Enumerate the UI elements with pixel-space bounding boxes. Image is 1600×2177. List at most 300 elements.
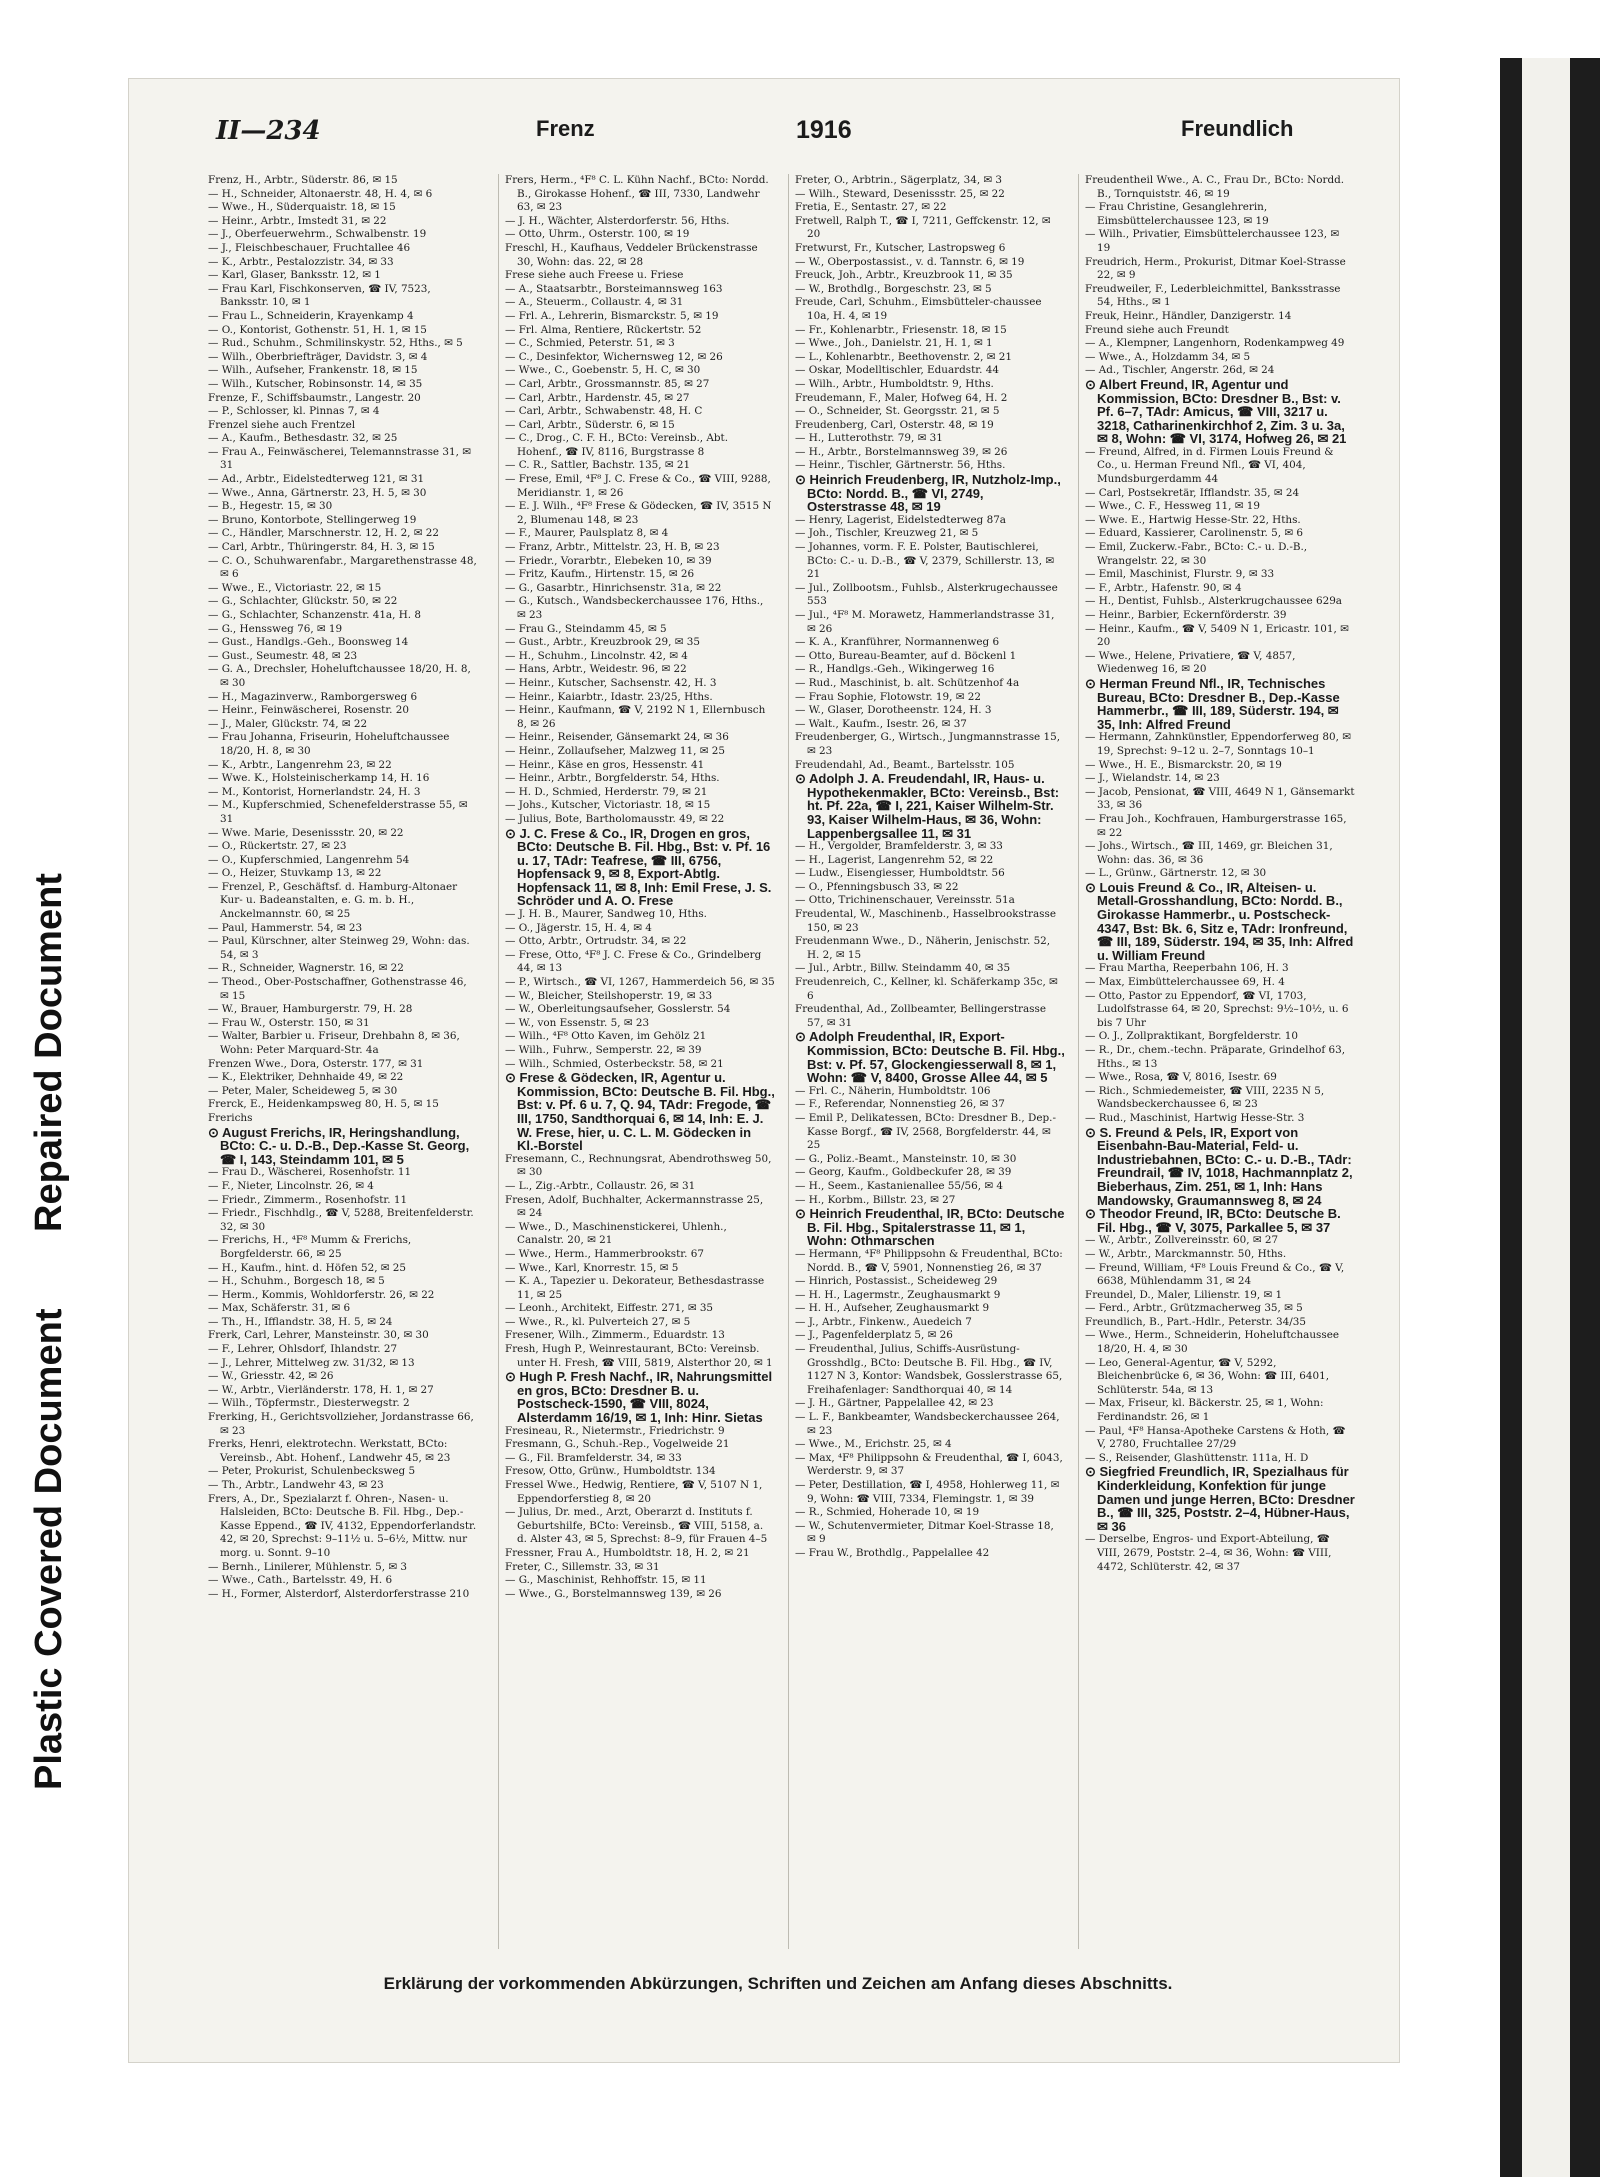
directory-entry: Fresen, Adolf, Buchhalter, Ackermannstrasse 25, ✉ 24 bbox=[505, 1193, 764, 1220]
directory-entry: — Th., Arbtr., Landwehr 43, ✉ 23 bbox=[208, 1479, 384, 1491]
directory-entry: — Oskar, Modelltischler, Eduardstr. 44 bbox=[795, 364, 999, 377]
directory-entry: — O., Schneider, St. Georgsstr. 21, ✉ 5 bbox=[795, 405, 1000, 418]
directory-entry: ⊙ J. C. Frese & Co., IR, Drogen en gros, BCto: Deutsche B. Fil. Hbg., Bst: v. Pf. 16 u. 17, TAdr: Teafrese, ☎ III, 6756, Hopfensack 9, ✉ 8, Export-Abtlg. Hopfensack 11, ✉ 8, Inh: Emil Frese, J. S. Schröder und A. O. Frese bbox=[505, 825, 772, 909]
directory-entry: — J., Oberfeuerwehrm., Schwalbenstr. 19 bbox=[208, 228, 427, 241]
directory-entry: — G. A., Drechsler, Hoheluftchaussee 18/20, H. 8, ✉ 30 bbox=[208, 663, 471, 689]
directory-entry: — Walt., Kaufm., Isestr. 26, ✉ 37 bbox=[795, 717, 967, 730]
directory-entry: — Wilh., Fuhrw., Semperstr. 22, ✉ 39 bbox=[505, 1044, 702, 1056]
directory-entry: Fressel Wwe., Hedwig, Rentiere, ☎ V, 5107 N 1, Eppendorferstieg 8, ✉ 20 bbox=[505, 1479, 763, 1505]
directory-entry: — Freudenthal, Julius, Schiffs-Ausrüstung-Grosshdlg., BCto: Deutsche B. Fil. Hbg., ☎ IV, 1127 N 3, Kontor: Wandsbek, Gosslerstrasse 65, Freihafenlager: Sandthorquai 40, ✉ 14 bbox=[795, 1343, 1063, 1396]
directory-entry: — Wwe., M., Erichstr. 25, ✉ 4 bbox=[795, 1438, 952, 1451]
directory-entry: ⊙ Adolph J. A. Freudendahl, IR, Haus- u. Hypothekenmakler, BCto: Vereinsb., Bst: ht. Pf. 22a, ☎ I, 221, Kaiser Wilhelm-Str. 93, Kaiser Wilhelm-Haus, ✉ 36, Wohn: Lappenbergsallee 11, ✉ 31 bbox=[795, 771, 1060, 841]
directory-entry: Freudweiler, F., Lederbleichmittel, Banksstrasse 54, Hths., ✉ 1 bbox=[1085, 282, 1341, 309]
directory-entry: Frese siehe auch Freese u. Friese bbox=[505, 269, 684, 282]
directory-entry: — Rich., Schmiedemeister, ☎ VIII, 2235 N 5, Wandsbeckerchaussee 6, ✉ 23 bbox=[1085, 1084, 1325, 1111]
directory-entry: — Frau Christine, Gesanglehrerin, Eimsbüttelerchaussee 123, ✉ 19 bbox=[1085, 201, 1269, 227]
directory-entry: — W., Schutenvermieter, Ditmar Koel-Strasse 18, ✉ 9 bbox=[795, 1519, 1054, 1546]
directory-entry: Freund siehe auch Freundt bbox=[1085, 323, 1229, 336]
directory-entry: — Otto, Trichinenschauer, Vereinsstr. 51a bbox=[795, 894, 1015, 907]
directory-entry: — Wwe., Rosa, ☎ V, 8016, Isestr. 69 bbox=[1085, 1071, 1277, 1084]
directory-entry: — Wwe. Marie, Desenissstr. 20, ✉ 22 bbox=[208, 826, 404, 839]
directory-entry: — Friedr., Vorarbtr., Elebeken 10, ✉ 39 bbox=[505, 554, 712, 567]
directory-entry: — O., Rückertstr. 27, ✉ 23 bbox=[208, 840, 347, 853]
directory-entry: Freudendahl, Ad., Beamt., Bartelsstr. 105 bbox=[795, 758, 1015, 771]
directory-entry: — G., Schlachter, Glückstr. 50, ✉ 22 bbox=[208, 595, 398, 608]
directory-entry: — Heinr., Kaufm., ☎ V, 5409 N 1, Ericastr. 101, ✉ 20 bbox=[1085, 622, 1349, 649]
directory-entry: — O., Pfenningsbusch 33, ✉ 22 bbox=[795, 880, 959, 893]
directory-entry: — H., Magazinverw., Ramborgersweg 6 bbox=[208, 690, 418, 703]
directory-entry: ⊙ Frese & Gödecken, IR, Agentur u. Kommission, BCto: Deutsche B. Fil. Hbg., Bst: v. Pf. 6 u. 7, Q. 94, TAdr: Fregode, ☎ III, 1750, Sandthorquai 6, ✉ 14, Inh: E. J. W. Frese, hier, u. C. L. M. Gödecken in Kl.-Borstel bbox=[505, 1070, 775, 1154]
directory-entry: Freude, Carl, Schuhm., Eimsbütteler-chaussee 10a, H. 4, ✉ 19 bbox=[795, 296, 1042, 322]
directory-entry: — Wwe., R., kl. Pulverteich 27, ✉ 5 bbox=[505, 1315, 691, 1328]
directory-entry: — Carl, Arbtr., Schwabenstr. 48, H. C bbox=[505, 405, 703, 418]
header-year: 1916 bbox=[796, 116, 852, 144]
directory-entry: Freudenberg, Carl, Osterstr. 48, ✉ 19 bbox=[795, 418, 994, 431]
directory-entry: — C. R., Sattler, Bachstr. 135, ✉ 21 bbox=[505, 459, 691, 472]
directory-entry: — Carl, Arbtr., Grossmannstr. 85, ✉ 27 bbox=[505, 377, 710, 390]
directory-entry: — H., Dentist, Fuhlsb., Alsterkrugchaussee 629a bbox=[1085, 595, 1343, 608]
directory-entry: — A., Kaufm., Bethesdastr. 32, ✉ 25 bbox=[208, 432, 398, 445]
directory-entry: — C., Schmied, Peterstr. 51, ✉ 3 bbox=[505, 337, 675, 350]
directory-entry: — P., Wirtsch., ☎ VI, 1267, Hammerdeich 56, ✉ 35 bbox=[505, 976, 775, 989]
directory-entry: — O., Kupferschmied, Langenrehm 54 bbox=[208, 853, 410, 866]
directory-entry: — Wwe., Anna, Gärtnerstr. 23, H. 5, ✉ 30 bbox=[208, 486, 427, 499]
directory-entry: — G., Kutsch., Wandsbeckerchaussee 176, Hths., ✉ 23 bbox=[505, 595, 764, 621]
directory-entry: Freundlich, B., Part.-Hdlr., Peterstr. 34/35 bbox=[1085, 1315, 1306, 1328]
directory-entry: — Wilh., Töpfermstr., Diesterwegstr. 2 bbox=[208, 1397, 410, 1410]
directory-entry: — Frl. C., Näherin, Humboldtstr. 106 bbox=[795, 1084, 991, 1097]
directory-entry: — H., Former, Alsterdorf, Alsterdorferstrasse 210 bbox=[208, 1587, 470, 1600]
directory-entry: — O., Kontorist, Gothenstr. 51, H. 1, ✉ 15 bbox=[208, 323, 427, 336]
column-4 bbox=[1078, 174, 1355, 1949]
directory-entry: ⊙ Heinrich Freudenberg, IR, Nutzholz-Imp., BCto: Nordd. B., ☎ VI, 2749, Osterstrasse 48, ✉ 19 bbox=[795, 472, 1061, 515]
directory-entry: — Heinr., Arbtr., Imstedt 31, ✉ 22 bbox=[208, 214, 387, 227]
directory-entry: — Max, Friseur, kl. Bäckerstr. 25, ✉ 1, Wohn: Ferdinandstr. 26, ✉ 1 bbox=[1085, 1397, 1324, 1424]
directory-entry: Freudenberger, G., Wirtsch., Jungmannstrasse 15, ✉ 23 bbox=[795, 731, 1061, 757]
directory-entry: Freudemann, F., Maler, Hofweg 64, H. 2 bbox=[795, 391, 1008, 404]
directory-entry: — Ad., Tischler, Angerstr. 26d, ✉ 24 bbox=[1085, 364, 1275, 377]
directory-entry: — J. H., Gärtner, Pappelallee 42, ✉ 23 bbox=[795, 1397, 994, 1410]
directory-entry: — Frau L., Schneiderin, Krayenkamp 4 bbox=[208, 309, 414, 322]
directory-entry: — Wwe., Cath., Bartelsstr. 49, H. 6 bbox=[208, 1574, 393, 1587]
directory-entry: — A., Staatsarbtr., Borsteimannsweg 163 bbox=[505, 282, 723, 295]
directory-entry: — Wwe., D., Maschinenstickerei, Uhlenh., Canalstr. 20, ✉ 21 bbox=[505, 1220, 727, 1247]
directory-entry: ⊙ S. Freund & Pels, IR, Export von Eisenbahn-Bau-Material, Feld- u. Industriebahnen, BCto: C.- u. D.-B., TAdr: Freundrail, ☎ IV, 1018, Hachmannplatz 2, Bieberhaus, Zim. 251, ✉ 1, Inh: Hans Mandowsky, Graumannsweg 8, ✉ 24 bbox=[1085, 1124, 1353, 1208]
directory-entry: — Heinr., Zollaufseher, Malzweg 11, ✉ 25 bbox=[505, 744, 725, 757]
directory-entry: — Theod., Ober-Postschaffner, Gothenstrasse 46, ✉ 15 bbox=[208, 976, 467, 1002]
directory-entry: Fresow, Otto, Grünw., Humboldtstr. 134 bbox=[505, 1465, 716, 1478]
directory-entry: — Carl, Postsekretär, Ifflandstr. 35, ✉ 24 bbox=[1085, 486, 1300, 499]
directory-entry: — Wwe., Helene, Privatiere, ☎ V, 4857, Wiedenweg 16, ✉ 20 bbox=[1085, 649, 1296, 676]
directory-entry: — F., Arbtr., Hafenstr. 90, ✉ 4 bbox=[1085, 581, 1242, 594]
directory-entry: — Max, Schäferstr. 31, ✉ 6 bbox=[208, 1302, 351, 1315]
directory-entry: — K. A., Kranführer, Normannenweg 6 bbox=[795, 636, 1000, 649]
directory-entry: Fresemann, C., Rechnungsrat, Abendrothsweg 50, ✉ 30 bbox=[505, 1152, 772, 1179]
directory-entry: ⊙ Theodor Freund, IR, BCto: Deutsche B. Fil. Hbg., ☎ V, 3075, Parkallee 5, ✉ 37 bbox=[1085, 1206, 1341, 1235]
directory-entry: — Wwe., Herm., Schneiderin, Hoheluftchaussee 18/20, H. 4, ✉ 30 bbox=[1085, 1329, 1340, 1356]
directory-entry: — Bruno, Kontorbote, Stellingerweg 19 bbox=[208, 513, 417, 526]
directory-entry: — J., Wielandstr. 14, ✉ 23 bbox=[1085, 772, 1220, 785]
directory-entry: Frerks, Henri, elektrotechn. Werkstatt, BCto: Vereinsb., Abt. Hohenf., Landwehr 45, ✉ 23 bbox=[208, 1438, 451, 1464]
directory-entry: — L., Zig.-Arbtr., Collaustr. 26, ✉ 31 bbox=[505, 1179, 696, 1192]
directory-entry: — H., Seem., Kastanienallee 55/56, ✉ 4 bbox=[795, 1179, 1003, 1192]
directory-entry: — R., Dr., chem.-techn. Präparate, Grindelhof 63, Hths., ✉ 13 bbox=[1085, 1044, 1346, 1070]
directory-entry: — Herm., Kommis, Wohldorferstr. 26, ✉ 22 bbox=[208, 1288, 435, 1301]
directory-entry: — W., Oberpostassist., v. d. Tannstr. 6, ✉ 19 bbox=[795, 255, 1025, 268]
directory-entry: — Gust., Arbtr., Kreuzbrook 29, ✉ 35 bbox=[505, 636, 700, 649]
directory-entry: — Heinr., Arbtr., Borgfelderstr. 54, Hths. bbox=[505, 772, 720, 785]
directory-entry: — H., Korbm., Billstr. 23, ✉ 27 bbox=[795, 1193, 956, 1206]
directory-entry: — W., Griesstr. 42, ✉ 26 bbox=[208, 1370, 334, 1383]
directory-entry: — H., Kaufm., hint. d. Höfen 52, ✉ 25 bbox=[208, 1261, 407, 1274]
directory-entry: Fretwell, Ralph T., ☎ I, 7211, Geffckenstr. 12, ✉ 20 bbox=[795, 214, 1051, 241]
directory-entry: — Frau Karl, Fischkonserven, ☎ IV, 7523, Banksstr. 10, ✉ 1 bbox=[208, 282, 431, 309]
directory-entry: — Wwe., C., Goebenstr. 5, H. C, ✉ 30 bbox=[505, 364, 701, 377]
directory-entry: — Jacob, Pensionat, ☎ VIII, 4649 N 1, Gänsemarkt 33, ✉ 36 bbox=[1085, 785, 1355, 812]
directory-entry: — Walter, Barbier u. Friseur, Drehbahn 8, ✉ 36, Wohn: Peter Marquard-Str. 4a bbox=[208, 1030, 460, 1056]
directory-entry: — Heinr., Tischler, Gärtnerstr. 56, Hths. bbox=[795, 459, 1006, 472]
directory-entry: — Frau Sophie, Flotowstr. 19, ✉ 22 bbox=[795, 690, 981, 703]
directory-entry: — F., Referendar, Nonnenstieg 26, ✉ 37 bbox=[795, 1098, 1005, 1111]
directory-entry: — Wilh., Privatier, Eimsbüttelerchaussee 123, ✉ 19 bbox=[1085, 228, 1340, 254]
directory-entry: ⊙ August Frerichs, IR, Heringshandlung, BCto: C.- u. D.-B., Dep.-Kasse St. Georg, ☎ I, 143, Steindamm 101, ✉ 5 bbox=[208, 1124, 470, 1167]
directory-entry: Frerking, H., Gerichtsvollzieher, Jordanstrasse 66, ✉ 23 bbox=[208, 1411, 474, 1437]
page-header bbox=[196, 116, 1366, 156]
directory-entry: — Otto, Bureau-Beamter, auf d. Böckenl 1 bbox=[795, 649, 1017, 662]
directory-entry: — Fritz, Kaufm., Hirtenstr. 15, ✉ 26 bbox=[505, 568, 695, 581]
directory-entry: — L. F., Bankbeamter, Wandsbeckerchaussee 264, ✉ 23 bbox=[795, 1411, 1060, 1437]
directory-entry: — H., Schuhm., Borgesch 18, ✉ 5 bbox=[208, 1275, 385, 1288]
directory-entry: — Franz, Arbtr., Mittelstr. 23, H. B, ✉ 23 bbox=[505, 541, 720, 554]
directory-entry: — H. H., Aufseher, Zeughausmarkt 9 bbox=[795, 1302, 990, 1315]
directory-entry: — H. H., Lagermstr., Zeughausmarkt 9 bbox=[795, 1288, 1001, 1301]
directory-entry: — Wwe., G., Borstelmannsweg 139, ✉ 26 bbox=[505, 1587, 722, 1600]
directory-entry: — G., Fil. Bramfelderstr. 34, ✉ 33 bbox=[505, 1451, 682, 1464]
directory-entry: — Friedr., Fischhdlg., ☎ V, 5288, Breitenfelderstr. 32, ✉ 30 bbox=[208, 1207, 474, 1233]
header-right-keyword: Freundlich bbox=[1181, 116, 1294, 141]
directory-entry: — C., Händler, Marschnerstr. 12, H. 2, ✉ 22 bbox=[208, 527, 440, 540]
column-2 bbox=[498, 174, 775, 1949]
directory-entry: — G., Schlachter, Schanzenstr. 41a, H. 8 bbox=[208, 609, 422, 621]
directory-entry: — R., Schneider, Wagnerstr. 16, ✉ 22 bbox=[208, 962, 404, 975]
directory-entry: — Wwe., Karl, Knorrestr. 15, ✉ 5 bbox=[505, 1261, 679, 1274]
directory-entry: — O., Heizer, Stuvkamp 13, ✉ 22 bbox=[208, 867, 382, 880]
directory-entry: — Frerichs, H., ⁴F⁸ Mumm & Frerichs, Borgfelderstr. 66, ✉ 25 bbox=[208, 1234, 412, 1260]
directory-entry: — J., Pagenfelderplatz 5, ✉ 26 bbox=[795, 1329, 953, 1342]
directory-entry: — Heinr., Kaufmann, ☎ V, 2192 N 1, Ellernbusch 8, ✉ 26 bbox=[505, 704, 766, 730]
directory-entry: — Wwe., C. F., Hessweg 11, ✉ 19 bbox=[1085, 500, 1260, 513]
directory-entry: — Emil P., Delikatessen, BCto: Dresdner B., Dep.-Kasse Borgf., ☎ IV, 2568, Borgfelderstr. 44, ✉ 25 bbox=[795, 1111, 1056, 1152]
directory-entry: Frenze, F., Schiffsbaumstr., Langestr. 20 bbox=[208, 391, 421, 404]
directory-entry: Fressner, Frau A., Humboldtstr. 18, H. 2, ✉ 21 bbox=[505, 1546, 750, 1559]
directory-entry: — Gust., Seumestr. 48, ✉ 23 bbox=[208, 649, 358, 662]
directory-entry: — Frl. A., Lehrerin, Bismarckstr. 5, ✉ 19 bbox=[505, 309, 719, 322]
directory-entry: Freter, C., Sillemstr. 33, ✉ 31 bbox=[505, 1560, 660, 1573]
directory-entry: — Heinr., Reisender, Gänsemarkt 24, ✉ 36 bbox=[505, 731, 729, 744]
directory-entry: — Johannes, vorm. F. E. Polster, Bautischlerei, BCto: C.- u. D.-B., ☎ V, 2379, Schillerstr. 13, ✉ 21 bbox=[795, 541, 1055, 581]
directory-entry: — Henry, Lagerist, Eidelstedterweg 87a bbox=[795, 513, 1007, 526]
directory-entry: — C. O., Schuhwarenfabr., Margarethenstrasse 48, ✉ 6 bbox=[208, 554, 477, 581]
directory-entry: Freudenthal, Ad., Zollbeamter, Bellingerstrasse 57, ✉ 31 bbox=[795, 1003, 1046, 1029]
directory-entry: — Carl, Arbtr., Hardenstr. 45, ✉ 27 bbox=[505, 391, 690, 404]
directory-entry: — Hermann, ⁴F⁸ Philippsohn & Freudenthal, BCto: Nordd. B., ☎ V, 5901, Nonnenstieg 26, ✉ 37 bbox=[795, 1247, 1063, 1274]
directory-entry: — Jul., ⁴F⁸ M. Morawetz, Hammerlandstrasse 31, ✉ 26 bbox=[795, 609, 1055, 635]
directory-entry: — Johs., Kutscher, Victoriastr. 18, ✉ 15 bbox=[505, 799, 711, 812]
directory-entry: — Paul, Kürschner, alter Steinweg 29, Wohn: das. 54, ✉ 3 bbox=[208, 935, 470, 961]
directory-entry: — Frl. Alma, Rentiere, Rückertstr. 52 bbox=[505, 323, 702, 336]
directory-entry: — Frau Johanna, Friseurin, Hoheluftchaussee 18/20, H. 8, ✉ 30 bbox=[208, 731, 450, 757]
directory-entry: — W., Brauer, Hamburgerstr. 79, H. 28 bbox=[208, 1003, 413, 1016]
directory-entry: — Wwe., A., Holzdamm 34, ✉ 5 bbox=[1085, 350, 1251, 363]
directory-entry: Frers, A., Dr., Spezialarzt f. Ohren-, Nasen- u. Halsleiden, BCto: Deutsche B. Fil. Hbg., Dep.-Kasse Eppend., ☎ IV, 4132, Eppendorferlandstr. 42, ✉ 20, Sprechst: 9–11½ u. 5–6½, Mittw. nur morg. u. Sonnt. 9–10 bbox=[208, 1492, 477, 1559]
directory-entry: — H., Schuhm., Lincolnstr. 42, ✉ 4 bbox=[505, 649, 688, 662]
directory-entry: — Derselbe, Engros- und Export-Abteilung, ☎ VIII, 2679, Poststr. 2–4, ✉ 36, Wohn: ☎ VIII, 4472, Schlüterstr. 42, ✉ 37 bbox=[1085, 1533, 1332, 1573]
directory-entry: — Frau W., Brothdlg., Pappelallee 42 bbox=[795, 1546, 990, 1559]
footer-note: Erklärung der vorkommenden Abkürzungen, Schriften und Zeichen am Anfang dieses Abschnitts. bbox=[383, 1974, 1173, 1993]
directory-entry: — H., Schneider, Altonaerstr. 48, H. 4, ✉ 6 bbox=[208, 187, 433, 200]
directory-entry: — L., Kohlenarbtr., Beethovenstr. 2, ✉ 21 bbox=[795, 350, 1012, 363]
directory-entry: Frenzen Wwe., Dora, Osterstr. 177, ✉ 31 bbox=[208, 1057, 424, 1070]
directory-entry: — Freund, Alfred, in d. Firmen Louis Freund & Co., u. Herman Freund Nfl., ☎ VI, 404, Mundsburgerdamm 44 bbox=[1085, 445, 1334, 486]
directory-entry: — W., Brothdlg., Borgeschstr. 23, ✉ 5 bbox=[795, 282, 992, 295]
directory-entry: — M., Kupferschmied, Schenefelderstrasse 55, ✉ 31 bbox=[208, 799, 468, 825]
directory-entry: Freundel, D., Maler, Lilienstr. 19, ✉ 1 bbox=[1085, 1288, 1283, 1301]
directory-entry: — Wwe. E., Hartwig Hesse-Str. 22, Hths. bbox=[1085, 513, 1301, 526]
directory-entry: — Wwe., Herm., Hammerbrookstr. 67 bbox=[505, 1247, 704, 1260]
directory-entry: — K., Elektriker, Dehnhaide 49, ✉ 22 bbox=[208, 1071, 404, 1084]
directory-entry: — G., Poliz.-Beamt., Mansteinstr. 10, ✉ 30 bbox=[795, 1152, 1017, 1165]
directory-entry: — B., Hegestr. 15, ✉ 30 bbox=[208, 500, 333, 513]
directory-entry: — F., Nieter, Lincolnstr. 26, ✉ 4 bbox=[208, 1179, 374, 1192]
directory-entry: — Max, ⁴F⁸ Philippsohn & Freudenthal, ☎ I, 6043, Werderstr. 9, ✉ 37 bbox=[795, 1451, 1063, 1478]
directory-entry: — Rud., Schuhm., Schmilinskystr. 52, Hths., ✉ 5 bbox=[208, 337, 463, 350]
directory-entry: — Wilh., Aufseher, Frankenstr. 18, ✉ 15 bbox=[208, 364, 418, 377]
directory-entry: — H. D., Schmied, Herderstr. 79, ✉ 21 bbox=[505, 785, 708, 798]
directory-entry: — Frau Joh., Kochfrauen, Hamburgerstrasse 165, ✉ 22 bbox=[1085, 812, 1347, 839]
directory-entry: — Freund, William, ⁴F⁸ Louis Freund & Co., ☎ V, 6638, Mühlendamm 31, ✉ 24 bbox=[1085, 1261, 1345, 1288]
directory-entry: — G., Maschinist, Rehhoffstr. 15, ✉ 11 bbox=[505, 1574, 707, 1587]
directory-entry: — Wilh., Kutscher, Robinsonstr. 14, ✉ 35 bbox=[208, 377, 423, 390]
directory-entry: — W., Arbtr., Marckmannstr. 50, Hths. bbox=[1085, 1247, 1287, 1260]
directory-entry: Fretwurst, Fr., Kutscher, Lastropsweg 6 bbox=[795, 241, 1006, 254]
directory-entry: — W., Arbtr., Zollvereinsstr. 60, ✉ 27 bbox=[1085, 1234, 1279, 1247]
directory-entry: — K., Arbtr., Pestalozzistr. 34, ✉ 33 bbox=[208, 255, 394, 268]
directory-entry: ⊙ Albert Freund, IR, Agentur und Kommission, BCto: Dresdner B., Bst: v. Pf. 6–7, TAdr: Amicus, ☎ VIII, 3217 u. 3218, Catharinenkirchhof 2, Zim. 3 u. 3a, ✉ 8, Wohn: ☎ VI, 3174, Hofweg 26, ✉ 21 bbox=[1085, 376, 1347, 447]
directory-entry: — Heinr., Kaiarbtr., Idastr. 23/25, Hths. bbox=[505, 690, 713, 703]
directory-entry: — Paul, ⁴F⁸ Hansa-Apotheke Carstens & Hoth, ☎ V, 2780, Fruchtallee 27/29 bbox=[1085, 1424, 1346, 1451]
directory-entry: ⊙ Herman Freund Nfl., IR, Technisches Bureau, BCto: Dresdner B., Dep.-Kasse Hammerbr., ☎ III, 189, Süderstr. 194, ✉ 35, Inh: Alfred Freund bbox=[1085, 675, 1340, 732]
directory-entry: Frenz, H., Arbtr., Süderstr. 86, ✉ 15 bbox=[208, 174, 398, 186]
directory-entry: — Friedr., Zimmerm., Rosenhofstr. 11 bbox=[208, 1193, 408, 1206]
directory-entry: — Otto, Pastor zu Eppendorf, ☎ VI, 1703, Ludolfstrasse 64, ✉ 20, Sprechst: 9½–10½, u. 6 bis 7 Uhr bbox=[1085, 989, 1349, 1029]
directory-entry: Freudentheil Wwe., A. C., Frau Dr., BCto: Nordd. B., Tornquiststr. 46, ✉ 19 bbox=[1085, 174, 1345, 200]
directory-entry: — J., Maler, Glückstr. 74, ✉ 22 bbox=[208, 717, 368, 730]
directory-entry: Frerck, E., Heidenkampsweg 80, H. 5, ✉ 15 bbox=[208, 1098, 439, 1111]
directory-entry: — Frenzel, P., Geschäftsf. d. Hamburg-Altonaer Kur- u. Badeanstalten, e. G. m. b. H., Anckelmannstr. 60, ✉ 25 bbox=[208, 880, 458, 921]
directory-entry: — Wwe., E., Victoriastr. 22, ✉ 15 bbox=[208, 581, 382, 594]
directory-entry: — Frau D., Wäscherei, Rosenhofstr. 11 bbox=[208, 1166, 412, 1179]
directory-entry: — Ludw., Eisengiesser, Humboldtstr. 56 bbox=[795, 867, 1005, 880]
directory-entry: — Wwe. K., Holsteinischerkamp 14, H. 16 bbox=[208, 772, 430, 785]
directory-entry: — Karl, Glaser, Banksstr. 12, ✉ 1 bbox=[208, 269, 381, 282]
directory-entry: Fresineau, R., Nietermstr., Friedrichstr. 9 bbox=[505, 1424, 725, 1437]
directory-entry: — F., Maurer, Paulsplatz 8, ✉ 4 bbox=[505, 527, 669, 540]
directory-entry: — E. J. Wilh., ⁴F⁸ Frese & Gödecken, ☎ IV, 3515 N 2, Blumenau 148, ✉ 23 bbox=[505, 500, 772, 526]
directory-entry: Freuck, Joh., Arbtr., Kreuzbrook 11, ✉ 35 bbox=[795, 269, 1013, 282]
directory-entry: — Hans, Arbtr., Weidestr. 96, ✉ 22 bbox=[505, 663, 687, 676]
directory-entry: — Wilh., Arbtr., Humboldtstr. 9, Hths. bbox=[795, 377, 994, 390]
directory-entry: Freudenreich, C., Kellner, kl. Schäferkamp 35c, ✉ 6 bbox=[795, 976, 1058, 1002]
directory-entry: — Th., H., Ifflandstr. 38, H. 5, ✉ 24 bbox=[208, 1315, 393, 1328]
directory-entry: — Hinrich, Postassist., Scheideweg 29 bbox=[795, 1275, 998, 1288]
directory-entry: — C., Drog., C. F. H., BCto: Vereinsb., Abt. Hohenf., ☎ IV, 8116, Burgstrasse 8 bbox=[505, 432, 729, 458]
directory-entry: — Jul., Zollbootsm., Fuhlsb., Alsterkrugechaussee 553 bbox=[795, 581, 1058, 608]
directory-entry: — Heinr., Kutscher, Sachsenstr. 42, H. 3 bbox=[505, 676, 717, 689]
directory-entry: — Julius, Bote, Bartholomausstr. 49, ✉ 22 bbox=[505, 812, 725, 825]
directory-entry: — Peter, Prokurist, Schulenbecksweg 5 bbox=[208, 1465, 416, 1478]
directory-entry: — Wilh., Steward, Desenissstr. 25, ✉ 22 bbox=[795, 187, 1005, 200]
directory-entry: — P., Schlosser, kl. Pinnas 7, ✉ 4 bbox=[208, 405, 380, 418]
directory-entry: Freschl, H., Kaufhaus, Veddeler Brückenstrasse 30, Wohn: das. 22, ✉ 28 bbox=[505, 241, 758, 268]
directory-entry: Fresh, Hugh P., Weinrestaurant, BCto: Vereinsb. unter H. Fresh, ☎ VIII, 5819, Alsterthor 20, ✉ 1 bbox=[505, 1343, 773, 1369]
column-1 bbox=[208, 174, 478, 1949]
directory-entry: — A., Steuerm., Collaustr. 4, ✉ 31 bbox=[505, 296, 684, 309]
directory-entry: — Georg, Kaufm., Goldbeckufer 28, ✉ 39 bbox=[795, 1166, 1012, 1179]
directory-entry: Frerichs bbox=[208, 1111, 253, 1124]
directory-entry: — Johs., Wirtsch., ☎ III, 1469, gr. Bleichen 31, Wohn: das. 36, ✉ 36 bbox=[1085, 840, 1333, 866]
directory-entry: — Carl, Arbtr., Süderstr. 6, ✉ 15 bbox=[505, 418, 675, 431]
directory-entry: Freudental, W., Maschinenb., Hasselbrookstrasse 150, ✉ 23 bbox=[795, 908, 1056, 934]
directory-entry: — W., Glaser, Dorotheenstr. 124, H. 3 bbox=[795, 704, 992, 717]
directory-entry: — G., Gasarbtr., Hinrichsenstr. 31a, ✉ 22 bbox=[505, 581, 722, 594]
directory-entry: — Wwe., Joh., Danielstr. 21, H. 1, ✉ 1 bbox=[795, 337, 993, 350]
directory-entry: — Joh., Tischler, Kreuzweg 21, ✉ 5 bbox=[795, 527, 979, 540]
directory-entry: — W., von Essenstr. 5, ✉ 23 bbox=[505, 1016, 650, 1029]
directory-entry: — Carl, Arbtr., Thüringerstr. 84, H. 3, ✉ 15 bbox=[208, 541, 435, 554]
directory-entry: ⊙ Siegfried Freundlich, IR, Spezialhaus für Kinderkleidung, Konfektion für junge Damen und junge Herren, BCto: Dresdner B., ☎ III, 325, Poststr. 2–4, Hübner-Haus, ✉ 36 bbox=[1085, 1464, 1355, 1534]
directory-entry: — J. H. B., Maurer, Sandweg 10, Hths. bbox=[505, 908, 707, 921]
directory-entry: — Gust., Handlgs.-Geh., Boonsweg 14 bbox=[208, 636, 409, 649]
directory-entry: — O., Jägerstr. 15, H. 4, ✉ 4 bbox=[505, 921, 652, 934]
directory-entry: — Otto, Uhrm., Osterstr. 100, ✉ 19 bbox=[505, 228, 690, 241]
directory-columns bbox=[208, 174, 1368, 1949]
header-left-keyword: Frenz bbox=[536, 116, 595, 141]
column-3 bbox=[788, 174, 1065, 1949]
directory-entry: — Hermann, Zahnkünstler, Eppendorferweg 80, ✉ 19, Sprechst: 9–12 u. 2–7, Sonntags 10–1 bbox=[1085, 731, 1351, 757]
directory-entry: — A., Klempner, Langenhorn, Rodenkampweg 49 bbox=[1085, 337, 1345, 350]
directory-entry: — O. J., Zollpraktikant, Borgfelderstr. 10 bbox=[1085, 1030, 1298, 1043]
directory-entry: — Fr., Kohlenarbtr., Friesenstr. 18, ✉ 15 bbox=[795, 323, 1007, 336]
directory-entry: — R., Schmied, Hoherade 10, ✉ 19 bbox=[795, 1506, 980, 1519]
directory-entry: — Rud., Maschinist, Hartwig Hesse-Str. 3 bbox=[1085, 1111, 1305, 1124]
directory-entry: — Frau G., Steindamm 45, ✉ 5 bbox=[505, 622, 667, 635]
directory-entry: — Peter, Destillation, ☎ I, 4958, Hohlerweg 11, ✉ 9, Wohn: ☎ VIII, 7334, Flemingstr. 1, ✉ 39 bbox=[795, 1479, 1060, 1505]
directory-entry: — M., Kontorist, Hornerlandstr. 24, H. 3 bbox=[208, 785, 421, 798]
directory-entry: Frers, Herm., ⁴F⁸ C. L. Kühn Nachf., BCto: Nordd. B., Girokasse Hohenf., ☎ III, 7330, Landwehr 63, ✉ 23 bbox=[505, 174, 769, 214]
directory-entry: — J. H., Wächter, Alsterdorferstr. 56, Hths. bbox=[505, 214, 730, 227]
directory-entry: — R., Handlgs.-Geh., Wikingerweg 16 bbox=[795, 663, 995, 676]
directory-entry: — Ferd., Arbtr., Grützmacherweg 35, ✉ 5 bbox=[1085, 1302, 1303, 1315]
directory-entry: — Frau W., Osterstr. 150, ✉ 31 bbox=[208, 1016, 370, 1029]
directory-entry: Freudrich, Herm., Prokurist, Ditmar Koel-Strasse 22, ✉ 9 bbox=[1085, 255, 1346, 282]
directory-entry: — Paul, Hammerstr. 54, ✉ 23 bbox=[208, 921, 363, 934]
directory-entry: — Heinr., Käse en gros, Hessenstr. 41 bbox=[505, 758, 705, 771]
side-label-plastic-covered: Plastic Covered Document bbox=[28, 1308, 70, 1790]
directory-entry: — C., Desinfektor, Wichernsweg 12, ✉ 26 bbox=[505, 350, 723, 363]
directory-entry: — L., Grünw., Gärtnerstr. 12, ✉ 30 bbox=[1085, 867, 1267, 880]
directory-entry: — K. A., Tapezier u. Dekorateur, Bethesdastrasse 11, ✉ 25 bbox=[505, 1275, 765, 1301]
directory-entry: — Wilh., ⁴F⁸ Otto Kaven, im Gehölz 21 bbox=[505, 1030, 707, 1043]
directory-entry: — Otto, Arbtr., Ortrudstr. 34, ✉ 22 bbox=[505, 935, 687, 948]
directory-entry: — H., Vergolder, Bramfelderstr. 3, ✉ 33 bbox=[795, 840, 1003, 853]
directory-entry: — H., Lagerist, Langenrehm 52, ✉ 22 bbox=[795, 853, 994, 866]
directory-entry: — Wilh., Schmied, Osterbeckstr. 58, ✉ 21 bbox=[505, 1057, 724, 1070]
directory-entry: — K., Arbtr., Langenrehm 23, ✉ 22 bbox=[208, 758, 392, 771]
side-label-repaired: Repaired Document bbox=[28, 873, 70, 1232]
directory-entry: Frenzel siehe auch Frentzel bbox=[208, 418, 356, 431]
directory-entry: — Leo, General-Agentur, ☎ V, 5292, Bleichenbrücke 6, ✉ 36, Wohn: ☎ III, 6401, Schlüterstr. 54a, ✉ 13 bbox=[1085, 1356, 1330, 1396]
directory-entry: — Emil, Zuckerw.-Fabr., BCto: C.- u. D.-B., Wrangelstr. 22, ✉ 30 bbox=[1085, 541, 1308, 567]
directory-entry: — Heinr., Feinwäscherei, Rosenstr. 20 bbox=[208, 704, 409, 717]
directory-entry: — Jul., Arbtr., Billw. Steindamm 40, ✉ 35 bbox=[795, 962, 1011, 975]
directory-entry: — Eduard, Kassierer, Carolinenstr. 5, ✉ 6 bbox=[1085, 527, 1304, 540]
directory-entry: — Emil, Maschinist, Flurstr. 9, ✉ 33 bbox=[1085, 568, 1275, 581]
directory-entry: — W., Oberleitungsaufseher, Gosslerstr. 54 bbox=[505, 1003, 731, 1016]
directory-entry: — Wwe., H., Süderquaistr. 18, ✉ 15 bbox=[208, 201, 396, 214]
directory-entry: Fresener, Wilh., Zimmerm., Eduardstr. 13 bbox=[505, 1329, 725, 1342]
directory-entry: — Wilh., Oberbriefträger, Davidstr. 3, ✉ 4 bbox=[208, 350, 428, 363]
directory-entry: — J., Lehrer, Mittelweg zw. 31/32, ✉ 13 bbox=[208, 1356, 415, 1369]
directory-entry: — J., Fleischbeschauer, Fruchtallee 46 bbox=[208, 241, 411, 254]
directory-entry: Freuk, Heinr., Händler, Danzigerstr. 14 bbox=[1085, 309, 1292, 322]
directory-page bbox=[128, 78, 1400, 2063]
next-page-strip bbox=[1522, 58, 1570, 2177]
directory-entry: — Leonh., Architekt, Eiffestr. 271, ✉ 35 bbox=[505, 1302, 714, 1315]
directory-entry: — S., Reisender, Glashüttenstr. 111a, H. D bbox=[1085, 1451, 1309, 1464]
directory-entry: — Bernh., Linilerer, Mühlenstr. 5, ✉ 3 bbox=[208, 1560, 407, 1573]
directory-entry: — H., Arbtr., Borstelmannsweg 39, ✉ 26 bbox=[795, 445, 1008, 458]
directory-entry: Freter, O., Arbtrin., Sägerplatz, 34, ✉ 3 bbox=[795, 174, 1003, 186]
directory-entry: — Julius, Dr. med., Arzt, Oberarzt d. Instituts f. Geburtshilfe, BCto: Vereinsb., ☎ VIII, 5158, a. d. Alster 43, ✉ 5, Sprechst: 8–9, für Frauen 4–5 bbox=[505, 1506, 768, 1546]
scanner-edge bbox=[1500, 58, 1600, 2177]
directory-entry: — Max, Eimbüttelerchaussee 69, H. 4 bbox=[1085, 976, 1285, 989]
directory-entry: ⊙ Adolph Freudenthal, IR, Export-Kommission, BCto: Deutsche B. Fil. Hbg., Bst: v. Pf. 57, Glockengiesserwall 8, ✉ 1, Wohn: ☎ V, 8400, Grosse Allee 44, ✉ 5 bbox=[795, 1029, 1065, 1086]
directory-entry: — Frau Martha, Reeperbahn 106, H. 3 bbox=[1085, 962, 1289, 975]
directory-entry: — Frau A., Feinwäscherei, Telemannstrasse 31, ✉ 31 bbox=[208, 445, 471, 472]
directory-entry: — Frese, Otto, ⁴F⁸ J. C. Frese & Co., Grindelberg 44, ✉ 13 bbox=[505, 948, 762, 975]
directory-entry: Fretia, E., Sentastr. 27, ✉ 22 bbox=[795, 201, 947, 214]
directory-entry: — Heinr., Barbier, Eckernförderstr. 39 bbox=[1085, 609, 1287, 621]
directory-entry: — J., Arbtr., Finkenw., Auedeich 7 bbox=[795, 1315, 972, 1328]
directory-entry: — Peter, Maler, Scheideweg 5, ✉ 30 bbox=[208, 1084, 398, 1097]
directory-entry: — W., Arbtr., Vierländerstr. 178, H. 1, ✉ 27 bbox=[208, 1383, 434, 1396]
directory-entry: — W., Bleicher, Steilshoperstr. 19, ✉ 33 bbox=[505, 989, 713, 1002]
directory-entry: — Wwe., H. E., Bismarckstr. 20, ✉ 19 bbox=[1085, 758, 1282, 771]
directory-entry: Fresmann, G., Schuh.-Rep., Vogelweide 21 bbox=[505, 1438, 730, 1451]
directory-entry: ⊙ Louis Freund & Co., IR, Alteisen- u. Metall-Grosshandlung, BCto: Nordd. B., Girokasse Hammerbr., u. Postscheck-4347, Bst: Bk. 6, Sitz e, TAdr: Ironfreund, ☎ III, 189, Süderstr. 194, ✉ 35, Inh: Alfred u. William Freund bbox=[1085, 879, 1354, 963]
directory-entry: — Rud., Maschinist, b. alt. Schützenhof 4a bbox=[795, 676, 1020, 689]
directory-entry: Freudenmann Wwe., D., Näherin, Jenischstr. 52, H. 2, ✉ 15 bbox=[795, 935, 1051, 961]
directory-entry: ⊙ Hugh P. Fresh Nachf., IR, Nahrungsmittel en gros, BCto: Dresdner B. u. Postscheck-1590, ☎ VIII, 8024, Alsterdamm 16/19, ✉ 1, Inh: Hinr. Sietas bbox=[505, 1369, 773, 1426]
directory-entry: — Ad., Arbtr., Eidelstedterweg 121, ✉ 31 bbox=[208, 473, 425, 486]
directory-entry: — H., Lutterothstr. 79, ✉ 31 bbox=[795, 432, 943, 445]
directory-entry: ⊙ Heinrich Freudenthal, IR, BCto: Deutsche B. Fil. Hbg., Spitalerstrasse 11, ✉ 1, Wohn: Othmarschen bbox=[795, 1206, 1065, 1249]
page-number: II—234 bbox=[216, 116, 321, 146]
directory-entry: — G., Henssweg 76, ✉ 19 bbox=[208, 622, 343, 635]
directory-entry: Frerk, Carl, Lehrer, Mansteinstr. 30, ✉ 30 bbox=[208, 1329, 429, 1342]
directory-entry: — Frese, Emil, ⁴F⁸ J. C. Frese & Co., ☎ VIII, 9288, Meridianstr. 1, ✉ 26 bbox=[505, 473, 771, 499]
directory-entry: — F., Lehrer, Ohlsdorf, Ihlandstr. 27 bbox=[208, 1343, 398, 1356]
